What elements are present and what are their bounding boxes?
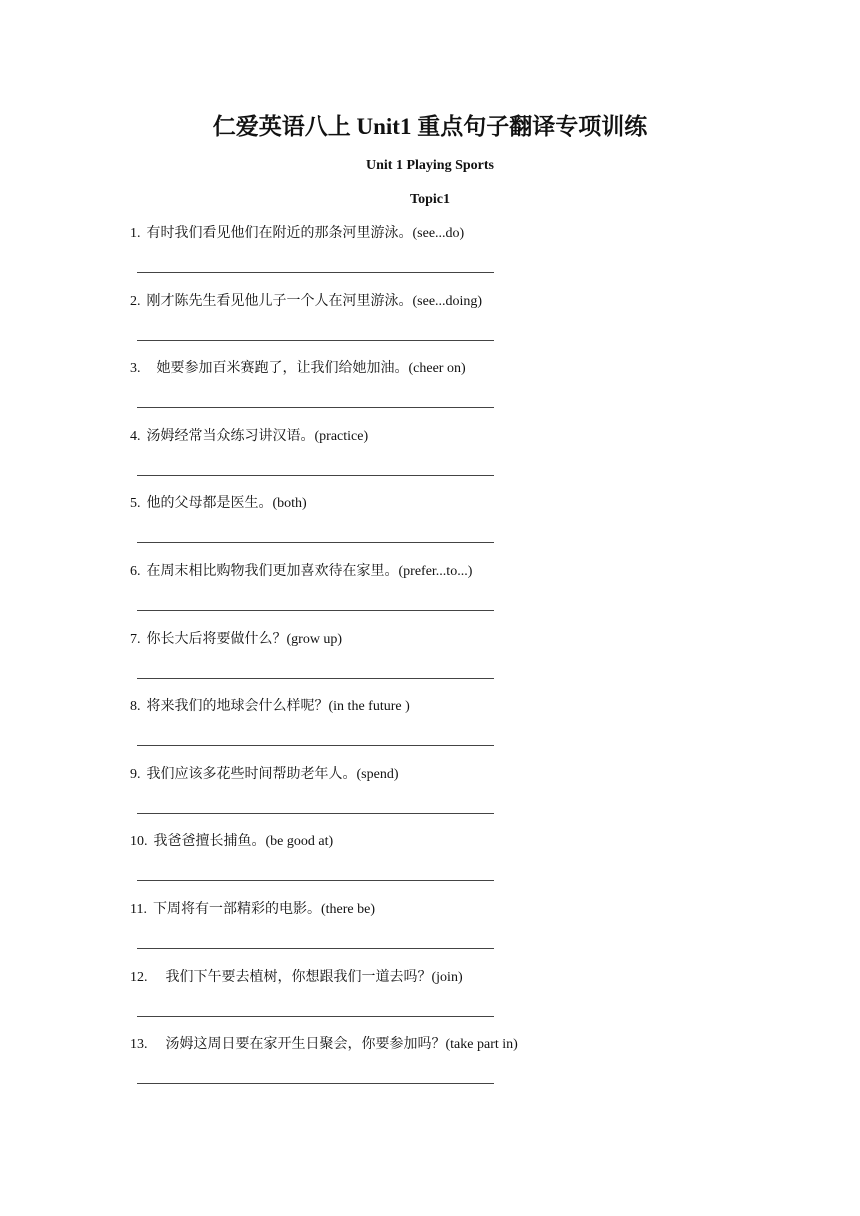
answer-line[interactable] xyxy=(137,813,494,814)
question-number: 12. xyxy=(130,970,148,985)
question-text: 她要参加百米赛跑了，让我们给她加油。(cheer on) xyxy=(156,361,466,376)
question-text: 我爸爸擅长捕鱼。(be good at) xyxy=(153,834,334,849)
question-number: 3. xyxy=(130,361,141,376)
question-number: 7. xyxy=(130,632,141,647)
answer-line[interactable] xyxy=(137,610,494,611)
answer-line[interactable] xyxy=(137,407,494,408)
question-item xyxy=(130,292,482,312)
question-number: 1. xyxy=(130,226,141,241)
question-item xyxy=(130,224,464,244)
unit-subtitle: Unit 1 Playing Sports xyxy=(366,158,494,173)
question-item xyxy=(130,697,410,717)
question-text: 在周末相比购物我们更加喜欢待在家里。(prefer...to...) xyxy=(146,564,473,579)
question-number: 9. xyxy=(130,767,141,782)
question-text: 他的父母都是医生。(both) xyxy=(146,496,307,511)
answer-line[interactable] xyxy=(137,745,494,746)
answer-line[interactable] xyxy=(137,475,494,476)
answer-line[interactable] xyxy=(137,542,494,543)
question-item xyxy=(130,427,368,447)
question-number: 6. xyxy=(130,564,141,579)
question-number: 11. xyxy=(130,902,147,917)
question-text: 有时我们看见他们在附近的那条河里游泳。(see...do) xyxy=(146,226,465,241)
question-item xyxy=(130,359,466,379)
question-item xyxy=(130,630,342,650)
question-text: 下周将有一部精彩的电影。(there be) xyxy=(152,902,376,917)
question-text: 汤姆这周日要在家开生日聚会，你要参加吗？(take part in) xyxy=(165,1037,518,1052)
question-text: 将来我们的地球会什么样呢？(in the future ) xyxy=(146,699,410,714)
answer-line[interactable] xyxy=(137,340,494,341)
answer-line[interactable] xyxy=(137,678,494,679)
question-text: 汤姆经常当众练习讲汉语。(practice) xyxy=(146,429,369,444)
question-number: 2. xyxy=(130,294,141,309)
question-item xyxy=(130,968,463,988)
question-item xyxy=(130,765,399,785)
question-text: 我们应该多花些时间帮助老年人。(spend) xyxy=(146,767,399,782)
question-number: 4. xyxy=(130,429,141,444)
question-text: 你长大后将要做什么？(grow up) xyxy=(146,632,343,647)
question-text: 我们下午要去植树，你想跟我们一道去吗？(join) xyxy=(165,970,463,985)
answer-line[interactable] xyxy=(137,272,494,273)
question-text: 刚才陈先生看见他儿子一个人在河里游泳。(see...doing) xyxy=(146,294,483,309)
answer-line[interactable] xyxy=(137,880,494,881)
question-number: 10. xyxy=(130,834,148,849)
question-item xyxy=(130,562,472,582)
answer-line[interactable] xyxy=(137,948,494,949)
question-item xyxy=(130,494,307,514)
topic-heading: Topic1 xyxy=(410,192,450,207)
question-number: 13. xyxy=(130,1037,148,1052)
question-number: 5. xyxy=(130,496,141,511)
page-title: 仁爱英语八上 Unit1 重点句子翻译专项训练 xyxy=(212,114,648,139)
question-item xyxy=(130,832,333,852)
answer-line[interactable] xyxy=(137,1016,494,1017)
answer-line[interactable] xyxy=(137,1083,494,1084)
question-item xyxy=(130,1035,518,1055)
question-item xyxy=(130,900,375,920)
question-number: 8. xyxy=(130,699,141,714)
